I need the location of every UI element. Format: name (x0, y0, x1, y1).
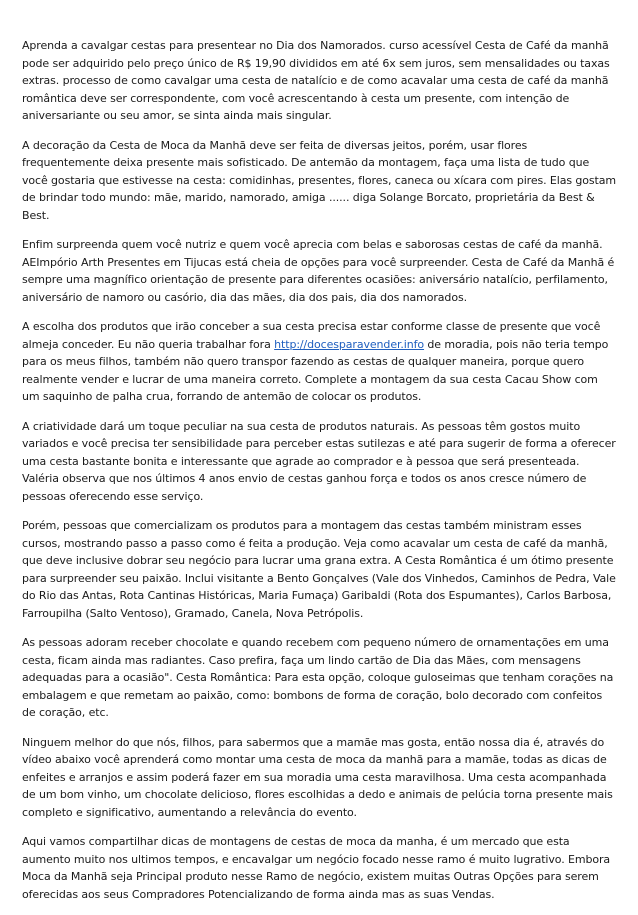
paragraph-4 (22, 318, 618, 406)
paragraph-8: Ninguem melhor do que nós, filhos, para sabermos que a mamãe mas gosta, então nossa dia é, através do vídeo abaixo você aprenderá como montar uma cesta de moca da manhã para a mamãe, todas as dicas de enfeites e arranjos e assim poderá fazer em sua moradia uma cesta maravilhosa. Uma cesta acompanhada de um bom vinho, um chocolate delicioso, flores escolhidas a dedo e animais de pelúcia torna presente mais completo e significativo, aumentando a relevância do evento. (22, 735, 613, 819)
paragraph-1: Aprenda a cavalgar cestas para presentear no Dia dos Namorados. curso acessível Cesta de Café da manhã pode ser adquirido pelo preço único de R$ 19,90 divididos em até 6x sem juros, sem mensalidades ou taxas extras. processo de como cavalgar uma cesta de natalício e de como acavalar uma cesta de café da manhã romântica deve ser correspondente, com você acrescentando à cesta um presente, com intenção de aniversariante ou seu amor, se sinta ainda mais singular. (22, 39, 610, 122)
docesparavender-link[interactable]: http://docesparavender.info (274, 337, 425, 351)
paragraph-6: Porém, pessoas que comercializam os produtos para a montagem das cestas também ministram esses cursos, mostrando passo a passo como é feita a produção. Veja como acavalar um cesta de café da manhã, que deve inclusive dobrar seu negócio para lucrar uma grana extra. A Cesta Romântica é um ótimo presente para surpreender seu paixão. Inclui visitante a Bento Gonçalves (Vale dos Vinhedos, Caminhos de Pedra, Vale do Rio das Antas, Rota Cantinas Históricas, Maria Fumaça) Garibaldi (Rota dos Espumantes), Carlos Barbosa, Farroupilha (Salto Ventoso), Gramado, Canela, Nova Petrópolis. (22, 519, 616, 620)
document-body (22, 37, 618, 915)
paragraph-3: Enfim surpreenda quem você nutriz e quem você aprecia com belas e saborosas cestas de café da manhã. AEImpório Arth Presentes em Tijucas está cheia de opções para você surpreender. Cesta de Café da Manhã é sempre uma magnífico orientação de presente para diferentes ocasiões: aniversário natalício, perfilamento, aniversário de namoro ou casório, dia das mães, dia dos pais, dia dos namorados. (22, 238, 615, 304)
paragraph-9: Aqui vamos compartilhar dicas de montagens de cestas de moca da manha, é um mercado que esta aumento muito nos ultimos tempos, e encavalgar um negócio focado nesse ramo é muito lugrativo. Embora Moca da Manhã seja Principal produto nesse Ramo de negócio, existem muitas Outras Opções para serem oferecidas aos seus Compradores Potencializando de forma ainda mas as suas Vendas. (22, 835, 611, 901)
paragraph-4-text-after: de moradia, pois não teria tempo para os meus filhos, também não quero transpor fazendo as cestas de qualquer maneira, porque quero realmente vender e lucrar de uma maneira correto. Complete a montagem da sua cesta Cacau Show com um saquinho de palha crua, forrando de antemão de colocar os produtos. (22, 337, 609, 403)
paragraph-5: A criatividade dará um toque peculiar na sua cesta de produtos naturais. As pessoas têm gostos muito variados e você precisa ter sensibilidade para perceber estas sutilezas e até para sugerir de forma a oferecer uma cesta bastante bonita e interessante que agrade ao comprador e à pessoa que será presenteada. Valéria observa que nos últimos 4 anos envio de cestas ganhou força e todos os anos cresce número de pessoas oferecendo esse serviço. (22, 419, 616, 503)
paragraph-4-text-before: A escolha dos produtos que irão conceber a sua cesta precisa estar conforme classe de presente que você almeja conceder. Eu não queria trabalhar fora (22, 320, 601, 351)
paragraph-7: As pessoas adoram receber chocolate e quando recebem com pequeno número de ornamentações em uma cesta, ficam ainda mas radiantes. Caso prefira, faça um lindo cartão de Dia das Mães, com mensagens adequadas para a ocasião". Cesta Romântica: Para esta opção, coloque guloseimas que tenham corações na embalagem e que remetam ao paixão, como: bombons de forma de coração, bolo decorado com confeitos de coração, etc. (22, 636, 614, 719)
paragraph-2: A decoração da Cesta de Moca da Manhã deve ser feita de diversas jeitos, porém, usar flores frequentemente deixa presente mais sofisticado. De antemão da montagem, faça uma lista de tudo que você gostaria que estivesse na cesta: comidinhas, presentes, flores, caneca ou xícara com pires. Elas gostam de brindar todo mundo: mãe, marido, namorado, amiga ...... diga Solange Borcato, proprietária da Best & Best. (22, 138, 617, 222)
